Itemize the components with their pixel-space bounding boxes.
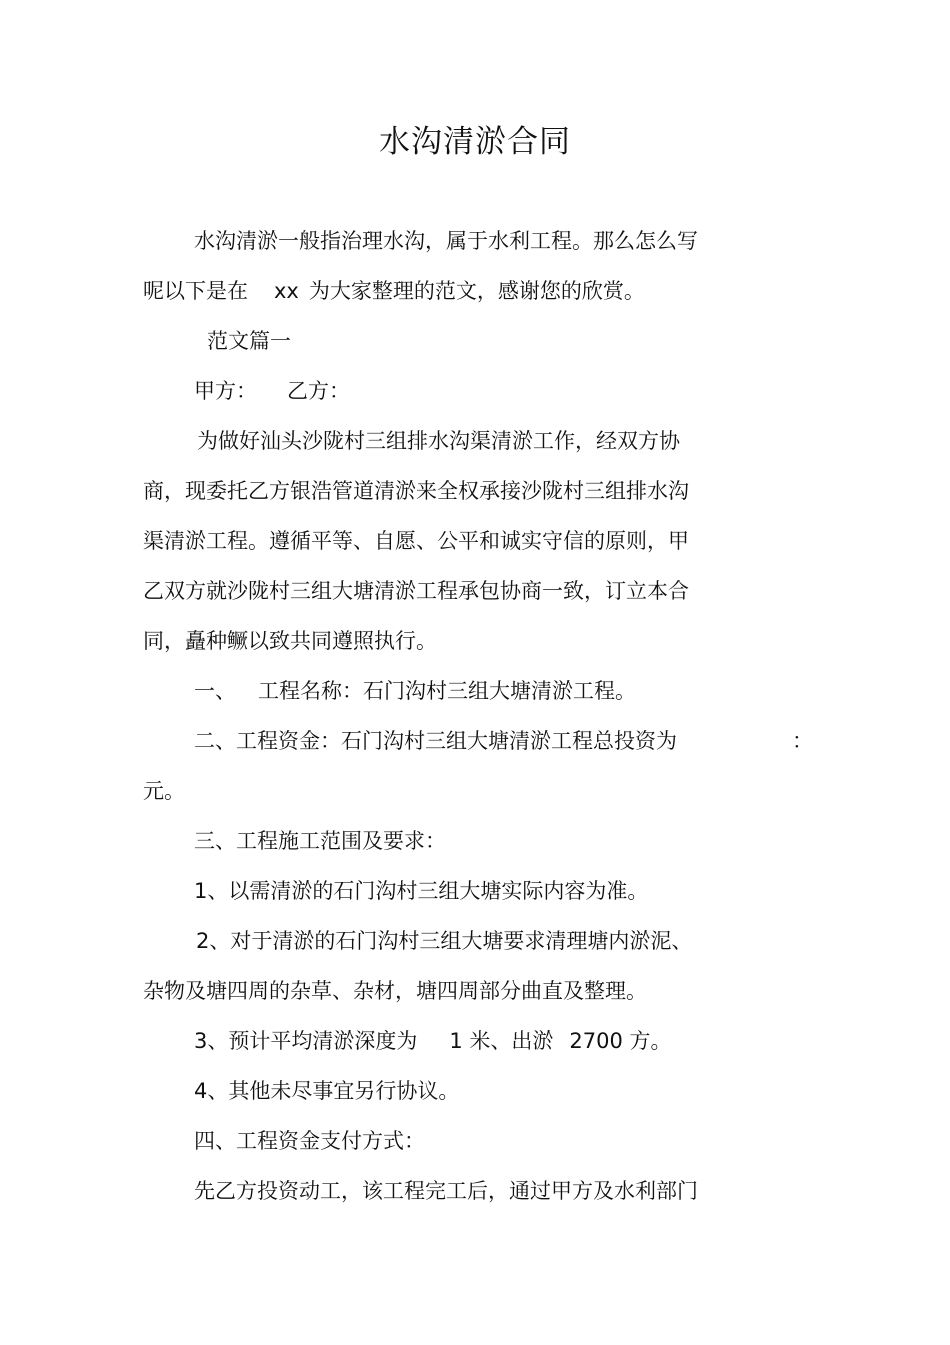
clause-4-line-1: 先乙方投资动工，该工程完工后，通过甲方及水利部门 [194,1179,698,1203]
intro-placeholder: xx [274,279,299,303]
intro-line-2-part-c: 为大家整理的范文，感谢您的欣赏。 [308,279,645,303]
clause-3-item-4: 4、其他未尽事宜另行协议。 [194,1079,460,1103]
party-a-label: 甲方： [194,379,257,403]
preamble-line-4: 乙双方就沙陇村三组大塘清淤工程承包协商一致，订立本合 [143,579,689,603]
clause-1 [194,676,636,706]
preamble-line-2: 商，现委托乙方银浩管道清淤来全权承接沙陇村三组排水沟 [143,479,689,503]
intro-line-2-part-a: 呢以下是在 [143,279,248,303]
section-heading: 范文篇一 [207,329,291,353]
clause-2-unit: 元。 [143,779,185,803]
clause-4-heading: 四、工程资金支付方式： [194,1129,425,1153]
clause-3-item-3 [194,1026,672,1056]
document-title: 水沟清淤合同 [379,124,571,160]
parties-line [194,376,350,406]
preamble-line-1: 为做好汕头沙陇村三组排水沟渠清淤工作，经双方协 [197,429,680,453]
clause-3-item-2-line-2: 杂物及塘四周的杂草、杂材，塘四周部分曲直及整理。 [143,979,647,1003]
clause-2: 二、工程资金：石门沟村三组大塘清淤工程总投资为 [194,729,677,753]
clause-3-item-3-part-c: 2700 方。 [569,1029,672,1053]
party-b-label: 乙方： [287,379,350,403]
intro-line-2 [143,276,645,306]
clause-3-item-2-line-1: 2、对于清淤的石门沟村三组大塘要求清理塘内淤泥、 [196,929,693,953]
clause-3-item-3-part-a: 3、预计平均清淤深度为 [194,1029,418,1053]
clause-3-item-3-part-b: 1 米、出淤 [449,1029,554,1053]
clause-3-heading: 三、工程施工范围及要求： [194,829,446,853]
clause-1-text: 工程名称：石门沟村三组大塘清淤工程。 [258,679,636,703]
intro-line-1: 水沟清淤一般指治理水沟，属于水利工程。那么怎么写 [194,229,698,253]
preamble-line-3: 渠清淤工程。遵循平等、自愿、公平和诚实守信的原则，甲 [143,529,689,553]
preamble-line-5: 同，矗种鳜以致共同遵照执行。 [143,629,437,653]
clause-3-item-1: 1、以需清淤的石门沟村三组大塘实际内容为准。 [194,879,649,903]
clause-1-number: 一、 [194,679,236,703]
clause-2-colon: ： [792,729,813,753]
